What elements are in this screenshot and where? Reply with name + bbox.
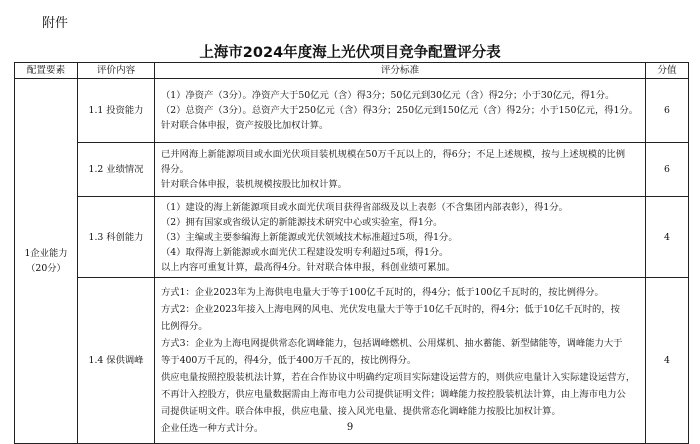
element-cell [15,79,78,444]
standard-line: （2）总资产（3分）。总资产大于250亿元（含）得3分；250亿元到150亿元（含）得2分；小于150亿元，得1分。 [161,105,639,116]
element-points: （20分） [26,263,66,274]
document-title: 上海市2024年度海上光伏项目竞争配置评分表 [199,45,501,61]
standard-line: 司提供证明文件。联合体申报，供应电量、接入风光电量、提供常态化调峰能力按股比加权计算。 [161,406,561,417]
standard-line: 等于400万千瓦的，得4分，低于400万千瓦的，按比例得分。 [161,355,417,366]
standard-line: 供应电量按照控股装机法计算，若在合作协议中明确约定项目实际建设运营方的，则供应电量计入实际建设运营方， [161,372,636,383]
standard-cell [155,79,646,143]
page-number: 9 [346,422,354,433]
standard-line: （1）净资产（3分）。净资产大于50亿元（含）得3分；50亿元到30亿元（含）得2分；小于30亿元，得1分。 [161,90,615,101]
standard-line: 针对联合体申报，装机规模按股比加权计算。 [161,179,347,190]
standard-line: 方式1：企业2023年为上海供电电量大于等于100亿千瓦时的，得4分；低于100亿千瓦时的，按比例得分。 [161,287,604,298]
standard-line: 企业任选一种方式计分。 [161,423,264,434]
table-header-row [15,63,689,79]
standard-line: （2）拥有国家或省级认定的新能源技术研究中心或实验室，得1分。 [161,216,443,228]
table-row [15,79,689,143]
standard-line: 已并网海上新能源项目或水面光伏项目装机规模在50万千瓦以上的，得6分；不足上述规模，按与上述规模的比例 [161,149,625,160]
element-name: 1企业能力 [24,248,68,259]
standard-line: 方式2：企业2023年接入上海电网的风电、光伏发电量大于等于10亿千瓦时的，得4分；低于10亿千瓦时的，按 [161,304,620,315]
header-content: 评价内容 [78,63,155,79]
standard-cell [155,278,646,444]
header-standard: 评分标准 [155,63,646,79]
item-cell: 1.2 业绩情况 [78,143,155,197]
standard-line: 以上内容可重复计算，最高得4分。针对联合体申报，科创业绩可累加。 [161,261,456,273]
item-cell: 1.1 投资能力 [78,79,155,143]
standard-line: 不再计入控股方，供应电量数据需由上海市电力公司提供证明文件；调峰能力按控股装机法计算，由上海市电力公 [161,389,626,400]
standard-line: （4）取得海上新能源或水面光伏工程建设发明专利超过5项，得1分。 [161,246,449,258]
attachment-label: 附件 [42,16,69,31]
score-cell: 6 [646,143,689,197]
item-cell: 1.3 科创能力 [78,197,155,278]
item-cell: 1.4 保供调峰 [78,278,155,444]
standard-line: 方式3：企业为上海电网提供常态化调峰能力，包括调峰燃机、公用煤机、抽水蓄能、新型储能等，调峰能力大于 [161,338,623,349]
standard-cell [155,143,646,197]
score-cell: 6 [646,79,689,143]
score-cell: 4 [646,278,689,444]
score-cell: 4 [646,197,689,278]
scoring-table [14,62,689,444]
standard-line: 得分。 [161,164,189,175]
header-element: 配置要素 [15,63,78,79]
standard-cell [155,197,646,278]
table-row [15,197,689,278]
standard-line: （1）建设的海上新能源项目或水面光伏项目获得省部级及以上表彰（不含集团内部表彰），得1分。 [161,201,568,213]
standard-line: （3）主编或主要参编海上新能源或光伏领域技术标准超过5项，得1分。 [161,231,458,243]
standard-line: 针对联合体申报，资产按股比加权计算。 [161,120,329,131]
header-score: 分值 [646,63,689,79]
table-row [15,143,689,197]
standard-line: 比例得分。 [161,321,208,332]
table-row [15,278,689,444]
